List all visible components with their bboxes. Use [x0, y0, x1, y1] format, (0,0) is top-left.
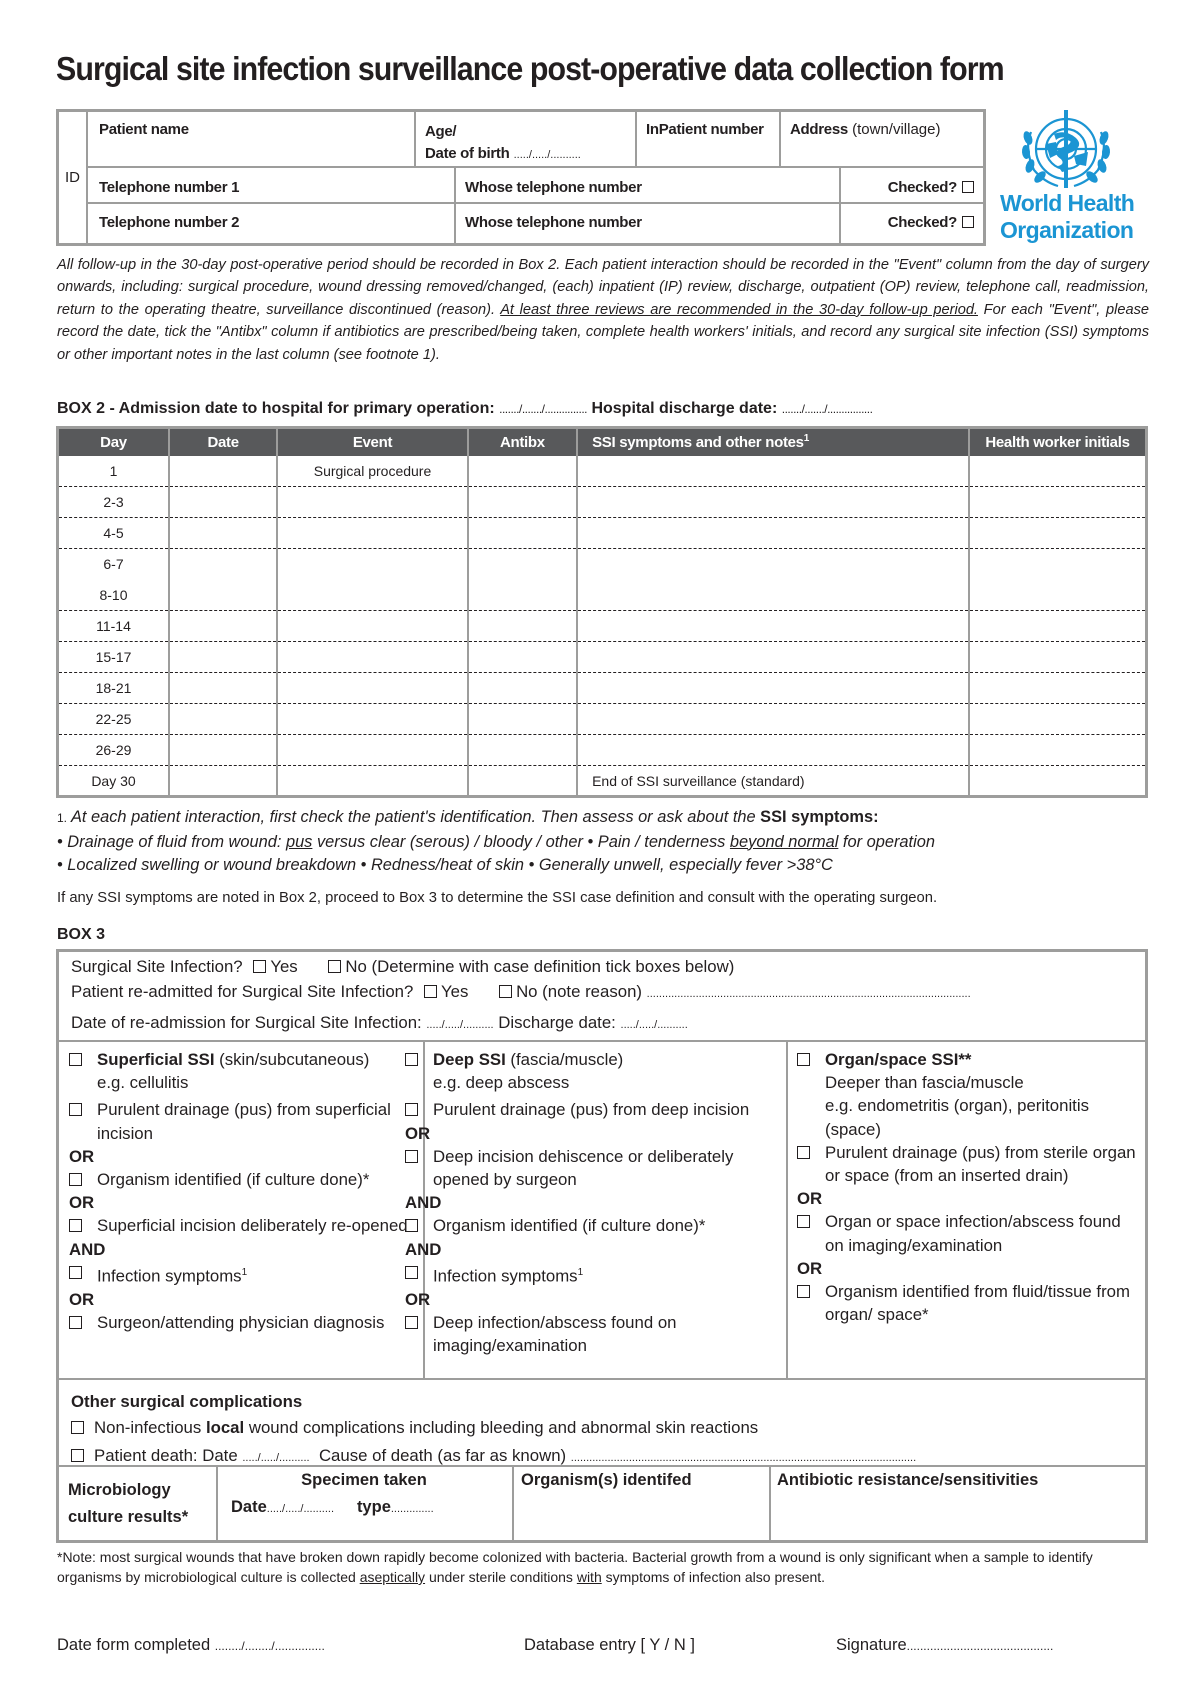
cause-of-death-field[interactable]: ................................................................................................................. — [570, 1452, 917, 1464]
specimen-date-field[interactable]: ...../...../.......... — [266, 1503, 335, 1515]
notes-cell[interactable] — [577, 642, 969, 673]
telephone-2-field[interactable]: Telephone number 2 — [99, 214, 240, 231]
initials-cell[interactable] — [969, 673, 1147, 704]
table-row — [58, 673, 1147, 704]
day-cell: 26-29 — [58, 735, 169, 766]
table-row — [58, 704, 1147, 735]
other-complications: Other surgical complications Non-infectious local wound complications including bleeding and abnormal skin reactions Patient death: Date ...../...../.......... Cause of death (as far as known) ................................................................................................................. — [71, 1390, 916, 1472]
date-form-completed: Date form completed ......../......../............... — [57, 1636, 325, 1654]
criteria-item[interactable]: Purulent drainage (pus) from sterile organ or space (from an inserted drain) — [797, 1141, 1137, 1187]
antibx-cell[interactable] — [468, 642, 577, 673]
readmit-question: Patient re-admitted for Surgical Site Infection? Yes No (note reason) .......................................................................................................... — [71, 982, 971, 1001]
antibx-cell[interactable] — [468, 735, 577, 766]
notes-cell[interactable] — [577, 518, 969, 549]
notes-cell[interactable] — [577, 611, 969, 642]
checkbox-icon[interactable] — [405, 1266, 418, 1279]
notes-cell[interactable] — [577, 549, 969, 580]
readmit-reason-field[interactable]: .......................................................................................................... — [646, 988, 971, 1000]
specimen-taken-cell: Specimen taken Date...../...../.......... type.............. — [231, 1471, 434, 1516]
superficial-ssi-column: Superficial SSI (skin/subcutaneous) e.g. cellulitis Purulent drainage (pus) from superficial incision OR Organism identified (if culture done)* OR Superficial incision deliberately re-opened AND Infection symptoms$^1$ OR Surgeon/attending physician diagnosis — [69, 1048, 419, 1384]
follow-up-table — [56, 426, 1148, 798]
checked-1[interactable]: Checked? — [842, 172, 982, 203]
organ-space-ssi-column: Organ/space SSI** Deeper than fascia/muscle e.g. endometritis (organ), peritonitis (space) Purulent drainage (pus) from sterile organ or space (from an inserted drain) OR Organ or space infection/abscess found on imaging/examination OR Organism identified from fluid/tissue from organ/ space* — [797, 1048, 1137, 1384]
initials-cell[interactable] — [969, 456, 1147, 487]
box3-heading: BOX 3 — [57, 926, 106, 943]
day-cell: 8-10 — [99, 586, 128, 603]
table-header-row — [58, 428, 1147, 456]
organ-space-ssi-option[interactable]: Organ/space SSI** Deeper than fascia/muscle e.g. endometritis (organ), peritonitis (space) — [797, 1048, 1137, 1141]
criteria-item[interactable]: Organism identified (if culture done)* — [405, 1214, 750, 1237]
address-field[interactable]: Address (town/village) — [790, 121, 941, 138]
checkbox-icon[interactable] — [71, 1449, 84, 1462]
checkbox-icon[interactable] — [797, 1285, 810, 1298]
initials-cell[interactable] — [969, 766, 1147, 797]
initials-cell[interactable] — [969, 518, 1147, 549]
deep-ssi-column: Deep SSI (fascia/muscle) e.g. deep abscess Purulent drainage (pus) from deep incision OR Deep incision dehiscence or deliberately opened by surgeon AND Organism identified (if culture done)* AND Infection symptoms$^1$ OR Deep infection/abscess found on imaging/examination — [405, 1048, 750, 1384]
col-date: Date — [169, 428, 277, 456]
death-date-field[interactable]: ...../...../.......... — [242, 1452, 310, 1464]
checkbox-icon[interactable] — [405, 1053, 418, 1066]
criteria-item[interactable]: Deep incision dehiscence or deliberately opened by surgeon — [405, 1145, 750, 1191]
specimen-type-field[interactable]: .............. — [390, 1503, 434, 1515]
ssi-no-checkbox[interactable] — [328, 960, 341, 973]
initials-cell[interactable] — [969, 580, 1147, 611]
whose-telephone-2-field[interactable]: Whose telephone number — [465, 214, 642, 231]
checkbox-icon[interactable] — [405, 1103, 418, 1116]
non-infectious-option[interactable]: Non-infectious local wound complications including bleeding and abnormal skin reactions — [71, 1414, 916, 1442]
antibx-cell[interactable] — [468, 673, 577, 704]
page-title: Surgical site infection surveillance post-operative data collection form — [56, 50, 1004, 87]
deep-ssi-option[interactable]: Deep SSI (fascia/muscle) e.g. deep abscess — [405, 1048, 750, 1094]
event-cell[interactable] — [277, 487, 468, 518]
initials-cell[interactable] — [969, 611, 1147, 642]
checkbox-icon[interactable] — [405, 1316, 418, 1329]
antibiotic-resistance-cell[interactable]: Antibiotic resistance/sensitivities — [777, 1471, 1039, 1489]
date-cell[interactable] — [169, 580, 277, 611]
readmit-date-line: Date of re-admission for Surgical Site Infection: ...../...../.......... Discharge date: ...../...../.......... — [71, 1013, 688, 1032]
checkbox-icon[interactable] — [405, 1219, 418, 1232]
criteria-item[interactable]: Organ or space infection/abscess found on imaging/examination — [797, 1210, 1137, 1256]
criteria-item[interactable]: Superficial incision deliberately re-opened — [69, 1214, 419, 1237]
checked-2[interactable]: Checked? — [842, 207, 982, 238]
criteria-item[interactable]: Infection symptoms$^1$ — [405, 1261, 750, 1288]
superficial-ssi-option[interactable]: Superficial SSI (skin/subcutaneous) e.g. cellulitis — [69, 1048, 419, 1094]
signature: Signature............................................ — [836, 1636, 1054, 1654]
notes-cell[interactable] — [577, 735, 969, 766]
ssi-question: Surgical Site Infection? Yes No (Determine with case definition tick boxes below) — [71, 957, 735, 976]
day-cell: 4-5 — [58, 518, 169, 549]
initials-cell[interactable] — [969, 549, 1147, 580]
date-cell[interactable] — [169, 456, 277, 487]
id-label: ID — [59, 112, 88, 243]
day-cell: 18-21 — [58, 673, 169, 704]
date-cell[interactable] — [169, 642, 277, 673]
notes-cell[interactable]: End of SSI surveillance (standard) — [577, 766, 969, 797]
table-row — [58, 766, 1147, 797]
date-cell[interactable] — [169, 766, 277, 797]
notes-cell[interactable] — [577, 456, 969, 487]
date-completed-field[interactable]: ......../......../............... — [214, 1639, 325, 1653]
microbiology-label: Microbiology culture results* — [68, 1481, 189, 1526]
date-cell[interactable] — [169, 549, 277, 580]
patient-name-field[interactable]: Patient name — [99, 121, 189, 138]
event-cell[interactable] — [277, 673, 468, 704]
antibx-cell[interactable] — [468, 549, 577, 580]
who-logo-text: World Health Organization — [1000, 190, 1135, 243]
checkbox-icon[interactable] — [962, 216, 974, 228]
initials-cell[interactable] — [969, 487, 1147, 518]
inpatient-number-field[interactable]: InPatient number — [646, 121, 764, 138]
criteria-item[interactable]: Organism identified (if culture done)* — [69, 1168, 419, 1191]
event-cell[interactable] — [277, 518, 468, 549]
notes-cell[interactable] — [577, 704, 969, 735]
admission-date-field[interactable]: ......./......./............... — [499, 402, 587, 416]
date-cell[interactable] — [169, 518, 277, 549]
col-day: Day — [58, 428, 169, 456]
col-event: Event — [277, 428, 468, 456]
notes-cell[interactable] — [577, 487, 969, 518]
checkbox-icon[interactable] — [71, 1421, 84, 1434]
initials-cell[interactable] — [969, 704, 1147, 735]
event-cell[interactable] — [277, 580, 468, 611]
checkbox-icon[interactable] — [69, 1053, 82, 1066]
antibx-cell[interactable] — [468, 487, 577, 518]
criteria-item[interactable]: Purulent drainage (pus) from deep incision — [405, 1098, 750, 1121]
day-cell: 1 — [109, 462, 118, 479]
checkbox-icon[interactable] — [69, 1316, 82, 1329]
discharge-date-field[interactable]: ......./......./................ — [781, 402, 873, 416]
date-cell[interactable] — [169, 735, 277, 766]
date-cell[interactable] — [169, 487, 277, 518]
whose-telephone-1-field[interactable]: Whose telephone number — [465, 179, 642, 196]
antibx-cell[interactable] — [468, 518, 577, 549]
organisms-identified-cell[interactable]: Organism(s) identifed — [521, 1471, 692, 1489]
table-row — [58, 735, 1147, 766]
initials-cell[interactable] — [969, 735, 1147, 766]
notes-cell[interactable] — [577, 580, 969, 611]
table-row — [58, 456, 1147, 487]
event-cell[interactable] — [277, 642, 468, 673]
criteria-item[interactable]: Purulent drainage (pus) from superficial incision — [69, 1098, 419, 1144]
table-row — [58, 642, 1147, 673]
day-cell: 15-17 — [58, 642, 169, 673]
readmit-date-field[interactable]: ...../...../.......... — [426, 1019, 494, 1031]
table-row — [58, 611, 1147, 642]
checkbox-icon[interactable] — [69, 1266, 82, 1279]
microbiology-row — [59, 1467, 1145, 1540]
event-cell[interactable] — [277, 766, 468, 797]
checkbox-icon[interactable] — [405, 1150, 418, 1163]
table-row — [58, 518, 1147, 549]
checkbox-icon[interactable] — [797, 1053, 810, 1066]
day-cell: Day 30 — [58, 766, 169, 797]
day-cell: 6-7 — [58, 549, 169, 580]
antibx-cell[interactable] — [468, 704, 577, 735]
checkbox-icon[interactable] — [797, 1146, 810, 1159]
checkbox-icon[interactable] — [69, 1173, 82, 1186]
age-dob-field[interactable]: Age/ Date of birth ...../...../.......... — [425, 123, 581, 162]
antibx-cell[interactable] — [468, 766, 577, 797]
initials-cell[interactable] — [969, 642, 1147, 673]
culture-note: *Note: most surgical wounds that have broken down rapidly become colonized with bacteria. Bacterial growth from a wound is only significant when a sample to identify organisms by microbiological culture is collected aseptically under sterile conditions with symptoms of infection also present. — [57, 1549, 1093, 1585]
criteria-item[interactable]: Deep infection/abscess found on imaging/examination — [405, 1311, 750, 1357]
date-cell[interactable] — [169, 704, 277, 735]
criteria-item[interactable]: Organism identified from fluid/tissue from organ/ space* — [797, 1280, 1137, 1326]
checkbox-icon[interactable] — [69, 1219, 82, 1232]
col-health-worker: Health worker initials — [969, 428, 1147, 456]
box3 — [56, 949, 1148, 1543]
table-row — [58, 580, 1147, 611]
antibx-cell[interactable] — [468, 580, 577, 611]
instructions-paragraph: All follow-up in the 30-day post-operative period should be recorded in Box 2. Each patient interaction should be recorded in the "Event" column from the day of surgery onwards, including: surgical procedure, wound dressing removed/changed, (each) inpatient (IP) review, discharge, outpatient (OP) review, telephone call, readmission, return to the operating theatre, surveillance discontinued (reason). At least three reviews are recommended in the 30-day follow-up period. For each "Event", please record the date, tick the "Antibx" column if antibiotics are prescribed/being taken, complete health workers' initials, and record any surgical site infection (SSI) symptoms or other important notes in the last column (see footnote 1). — [57, 257, 1149, 363]
col-ssi-notes: SSI symptoms and other notes$^1$ — [577, 428, 969, 456]
day-cell: 11-14 — [58, 611, 169, 642]
patient-death-option[interactable]: Patient death: Date ...../...../.......... Cause of death (as far as known) ................................................................................................................. — [71, 1442, 916, 1472]
col-antibx: Antibx — [468, 428, 577, 456]
event-cell[interactable] — [277, 611, 468, 642]
database-entry[interactable]: Database entry [ Y / N ] — [524, 1636, 695, 1654]
readmit-yes-checkbox[interactable] — [424, 985, 437, 998]
criteria-item[interactable]: Surgeon/attending physician diagnosis — [69, 1311, 419, 1334]
event-cell[interactable]: Surgical procedure — [277, 456, 468, 487]
telephone-1-field[interactable]: Telephone number 1 — [99, 179, 240, 196]
day-cell: 2-3 — [58, 487, 169, 518]
day-cell: 22-25 — [58, 704, 169, 735]
criteria-item[interactable]: Infection symptoms$^1$ — [69, 1261, 419, 1288]
event-cell[interactable] — [277, 735, 468, 766]
footnote-ssi-symptoms: 1. At each patient interaction, first check the patient's identification. Then assess or ask about the SSI symptoms: • Drainage of fluid from wound: pus versus clear (serous) / bloody / other • Pain / tenderness beyond normal for operation • Localized swelling or wound breakdown • Redness/heat of skin • Generally unwell, especially fever >38°C — [57, 808, 935, 874]
readmit-no-checkbox[interactable] — [499, 985, 512, 998]
patient-id-box — [56, 109, 986, 246]
checkbox-icon[interactable] — [69, 1103, 82, 1116]
notes-cell[interactable] — [577, 673, 969, 704]
table-row — [58, 487, 1147, 518]
box2-heading: BOX 2 - Admission date to hospital for primary operation: ......./......./............... Hospital discharge date: ......./......./................ — [57, 400, 873, 417]
checkbox-icon[interactable] — [962, 181, 974, 193]
proceed-instruction: If any SSI symptoms are noted in Box 2, proceed to Box 3 to determine the SSI case definition and consult with the operating surgeon. — [57, 890, 938, 906]
event-cell[interactable] — [277, 549, 468, 580]
ssi-yes-checkbox[interactable] — [253, 960, 266, 973]
box3-discharge-date-field[interactable]: ...../...../.......... — [620, 1019, 688, 1031]
date-cell[interactable] — [169, 611, 277, 642]
table-row — [58, 549, 1147, 580]
signature-field[interactable]: ............................................ — [906, 1639, 1054, 1653]
antibx-cell[interactable] — [468, 456, 577, 487]
date-cell[interactable] — [169, 673, 277, 704]
checkbox-icon[interactable] — [797, 1215, 810, 1228]
antibx-cell[interactable] — [468, 611, 577, 642]
event-cell[interactable] — [277, 704, 468, 735]
